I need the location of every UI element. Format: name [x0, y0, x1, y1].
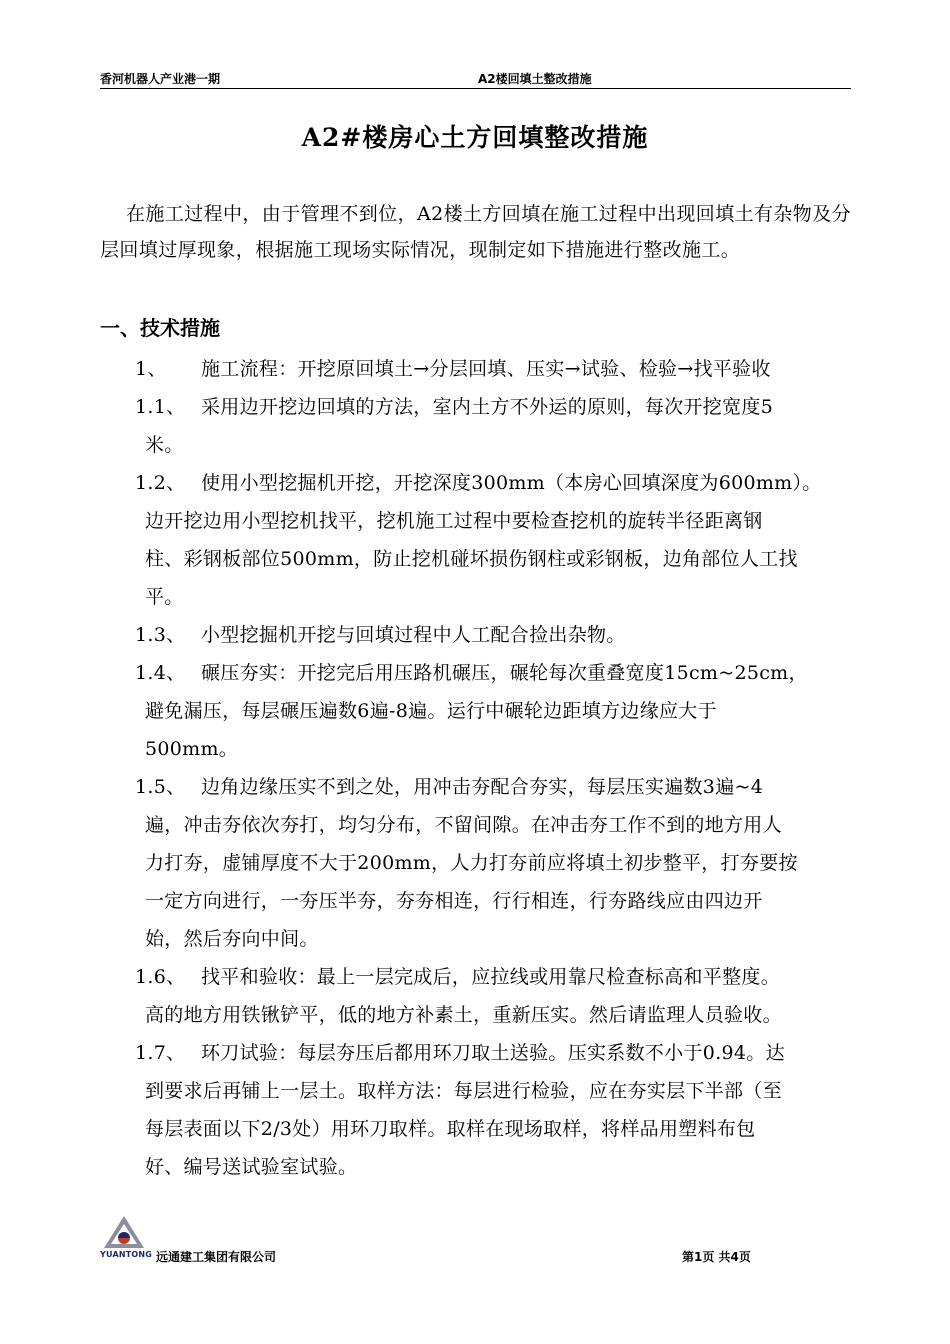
- item-line: 边角边缘压实不到之处，用冲击夯配合夯实，每层压实遍数3遍~4: [201, 776, 764, 798]
- header-project: 香河机器人产业港一期: [100, 72, 221, 86]
- item-line: 遍，冲击夯依次夯打，均匀分布，不留间隙。在冲击夯工作不到的地方用人: [145, 814, 782, 836]
- list-item: [135, 388, 853, 464]
- list-item: [135, 464, 853, 616]
- item-line: 环刀试验：每层夯压后都用环刀取土送验。压实系数不小于0.94。达: [201, 1042, 785, 1064]
- list-item: [135, 616, 853, 654]
- item-number: 1.4、: [135, 662, 186, 684]
- item-line: 使用小型挖掘机开挖，开挖深度300mm（本房心回填深度为600mm）。: [201, 472, 822, 494]
- list-item: [135, 768, 853, 958]
- section-heading: 一、技术措施: [100, 316, 220, 340]
- item-number: 1.7、: [135, 1042, 186, 1064]
- item-line: 避免漏压，每层碾压遍数6遍-8遍。运行中碾轮边距填方边缘应大于: [145, 700, 717, 722]
- item-line: 力打夯，虚铺厚度不大于200mm，人力打夯前应将填土初步整平，打夯要按: [145, 852, 798, 874]
- item-line: 采用边开挖边回填的方法，室内土方不外运的原则，每次开挖宽度5: [201, 396, 774, 418]
- item-line: 碾压夯实：开挖完后用压路机碾压，碾轮每次重叠宽度15cm~25cm，: [201, 662, 808, 684]
- list-item: [135, 1034, 853, 1186]
- intro-paragraph: 在施工过程中，由于管理不到位，A2楼土方回填在施工过程中出现回填土有杂物及分层回填过厚现象，根据施工现场实际情况，现制定如下措施进行整改施工。: [100, 203, 852, 261]
- logo-text: YUANTONG: [100, 1250, 153, 1259]
- page-header: [100, 68, 851, 89]
- footer-company: 远通建工集团有限公司: [156, 1250, 277, 1264]
- list-item: [135, 350, 853, 388]
- item-number: 1.3、: [135, 624, 186, 646]
- item-line: 平。: [145, 586, 184, 608]
- item-number: 1.1、: [135, 396, 186, 418]
- item-line: 到要求后再铺上一层土。取样方法：每层进行检验，应在夯实层下半部（至: [145, 1080, 782, 1102]
- item-line: 一定方向进行，一夯压半夯，夯夯相连，行行相连，行夯路线应由四边开: [145, 890, 763, 912]
- page-number: 第1页 共4页: [682, 1250, 751, 1264]
- item-line: 高的地方用铁锹铲平，低的地方补素土，重新压实。然后请监理人员验收。: [145, 1004, 782, 1026]
- item-line: 每层表面以下2/3处）用环刀取样。取样在现场取样，将样品用塑料布包: [145, 1118, 756, 1140]
- item-line: 柱、彩钢板部位500mm，防止挖机碰坏损伤钢柱或彩钢板，边角部位人工找: [145, 548, 798, 570]
- item-number: 1.2、: [135, 472, 186, 494]
- item-line: 小型挖掘机开挖与回填过程中人工配合捡出杂物。: [201, 624, 626, 646]
- item-number: 1.6、: [135, 966, 186, 988]
- item-line: 好、编号送试验室试验。: [145, 1156, 358, 1178]
- list-item: [135, 654, 853, 768]
- document-title: A2#楼房心土方回填整改措施: [301, 123, 649, 152]
- item-number: 1.5、: [135, 776, 186, 798]
- page-footer: [100, 1212, 852, 1272]
- list-item: [135, 958, 853, 1034]
- item-line: 找平和验收：最上一层完成后，应拉线或用靠尺检查标高和平整度。: [201, 966, 781, 988]
- header-doc-title: A2楼回填土整改措施: [478, 72, 592, 86]
- item-line: 米。: [145, 434, 184, 456]
- item-line: 边开挖边用小型挖机找平，挖机施工过程中要检查挖机的旋转半径距离钢: [145, 510, 763, 532]
- item-number: 1、: [135, 358, 167, 380]
- item-line: 500mm。: [145, 738, 239, 760]
- item-line: 施工流程：开挖原回填土→分层回填、压实→试验、检验→找平验收: [201, 358, 771, 380]
- item-line: 始，然后夯向中间。: [145, 928, 319, 950]
